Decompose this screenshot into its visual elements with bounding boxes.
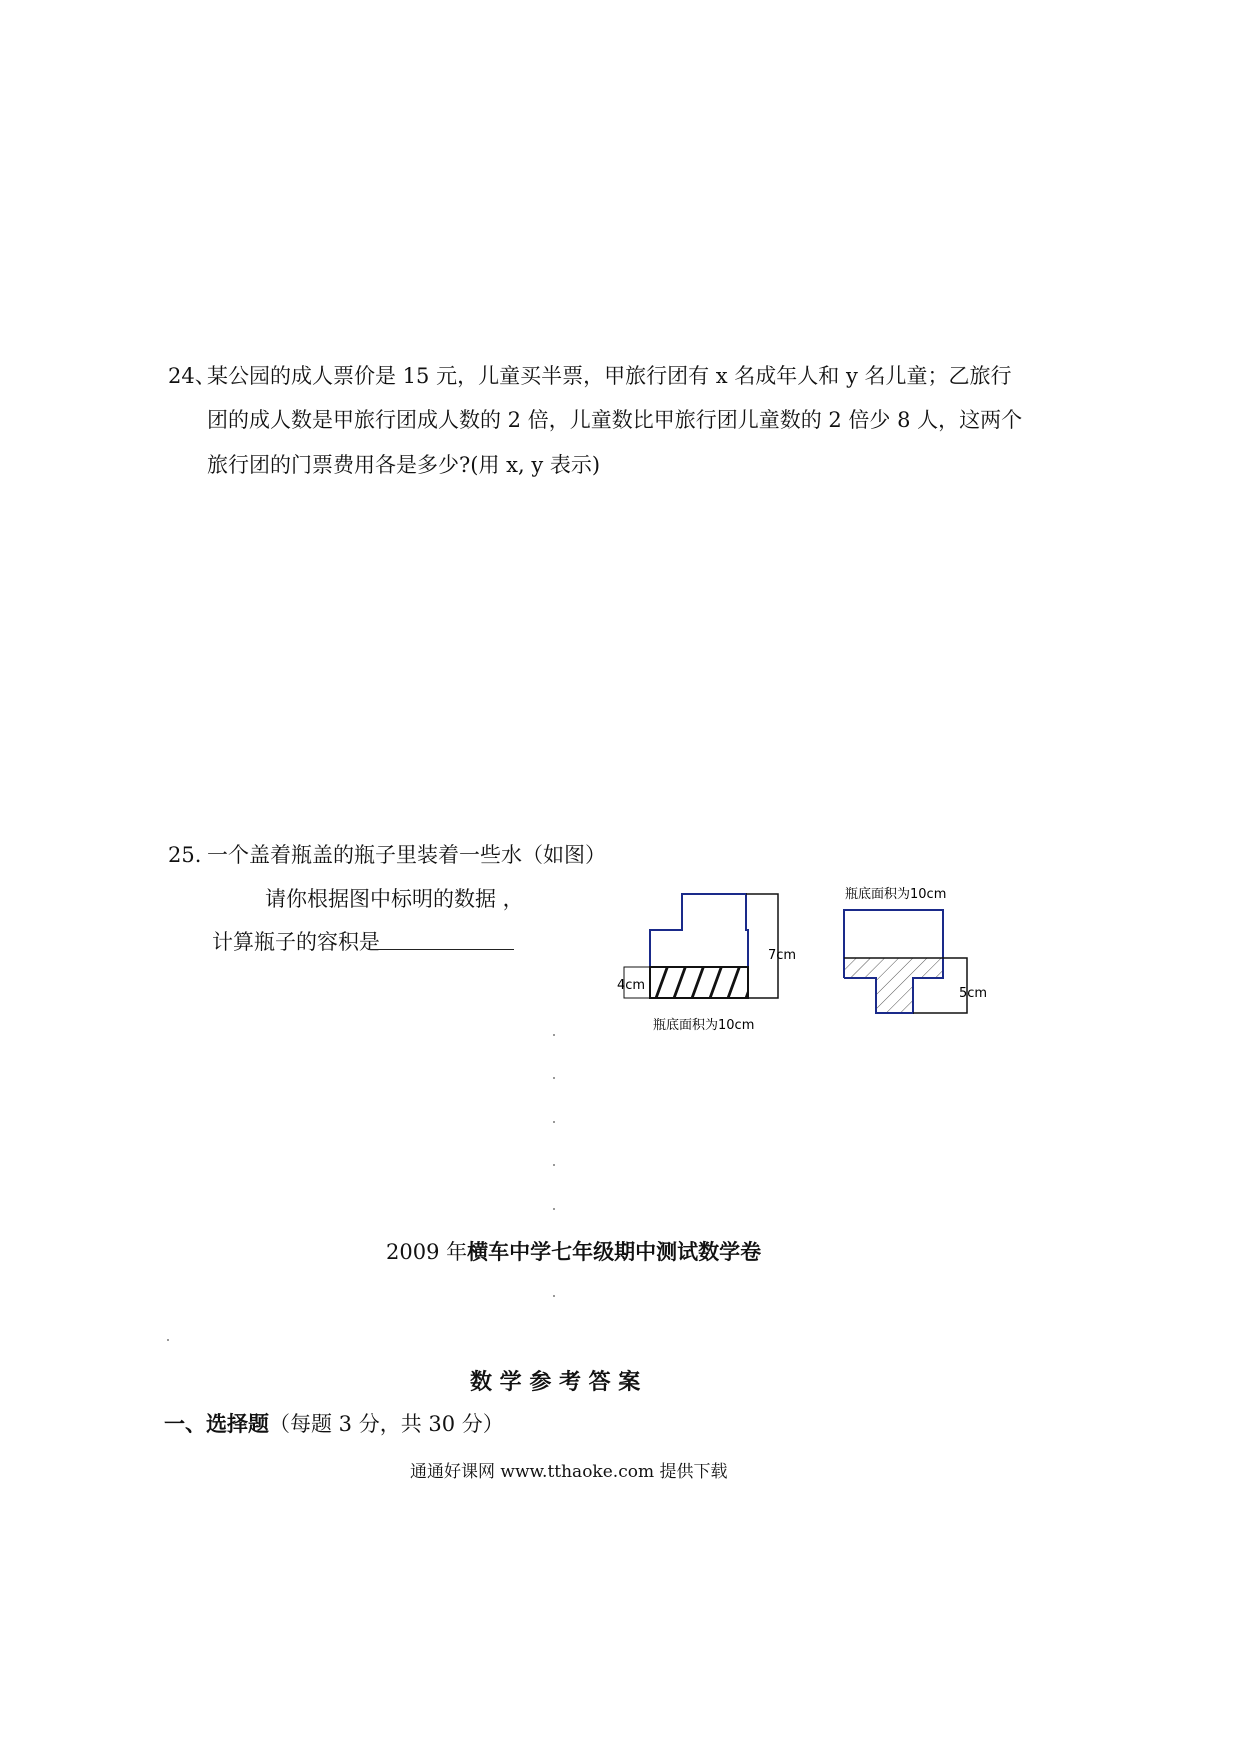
footer-text: 通通好课网 www.tthaoke.com 提供下载 bbox=[410, 1462, 728, 1482]
section-one-note: （每题 3 分，共 30 分） bbox=[269, 1412, 504, 1436]
inverted-water-hatched bbox=[844, 958, 943, 1013]
exam-name: 横车中学七年级期中测试数学卷 bbox=[467, 1239, 762, 1264]
scan-dot bbox=[553, 1121, 555, 1123]
water-hatched bbox=[650, 967, 748, 998]
scan-dot bbox=[553, 1034, 555, 1036]
bottle-upright-figure bbox=[600, 880, 840, 1050]
answer-title: 数 学 参 考 答 案 bbox=[470, 1369, 641, 1395]
height-7cm-line bbox=[746, 894, 778, 998]
answer-blank-line[interactable] bbox=[368, 949, 514, 950]
section-one-heading bbox=[164, 1408, 504, 1438]
exam-title bbox=[386, 1236, 761, 1266]
height-7cm-label: 7cm bbox=[768, 948, 797, 963]
bottle-inverted-caption: 瓶底面积为10cm bbox=[845, 887, 947, 902]
scan-dot bbox=[553, 1077, 555, 1079]
q25-line-1: 一个盖着瓶盖的瓶子里装着一些水（如图） bbox=[207, 843, 606, 867]
exam-year: 2009 年 bbox=[386, 1240, 468, 1264]
scan-dot bbox=[167, 1339, 169, 1341]
q25-line-3: 计算瓶子的容积是 bbox=[212, 930, 380, 954]
scan-dot bbox=[553, 1208, 555, 1210]
scan-dot bbox=[553, 1164, 555, 1166]
q25-number: 25. bbox=[168, 843, 202, 867]
q24-line-3: 旅行团的门票费用各是多少?(用 x, y 表示) bbox=[207, 453, 601, 477]
q24-line-2: 团的成人数是甲旅行团成人数的 2 倍，儿童数比甲旅行团儿童数的 2 倍少 8 人，这两个 bbox=[207, 408, 1023, 432]
bottle-inverted-figure bbox=[835, 880, 1035, 1020]
bottle-upright-caption: 瓶底面积为10cm bbox=[653, 1018, 755, 1033]
q24-number: 24、 bbox=[168, 364, 216, 388]
water-4cm-label: 4cm bbox=[617, 978, 646, 993]
scan-dot bbox=[553, 1295, 555, 1297]
q24-line-1: 某公园的成人票价是 15 元，儿童买半票，甲旅行团有 x 名成年人和 y 名儿童；乙旅行 bbox=[207, 364, 1012, 388]
q25-line-2: 请你根据图中标明的数据 ， bbox=[265, 887, 524, 911]
section-one-label: 一、选择题 bbox=[164, 1411, 269, 1436]
height-5cm-label: 5cm bbox=[959, 986, 988, 1001]
